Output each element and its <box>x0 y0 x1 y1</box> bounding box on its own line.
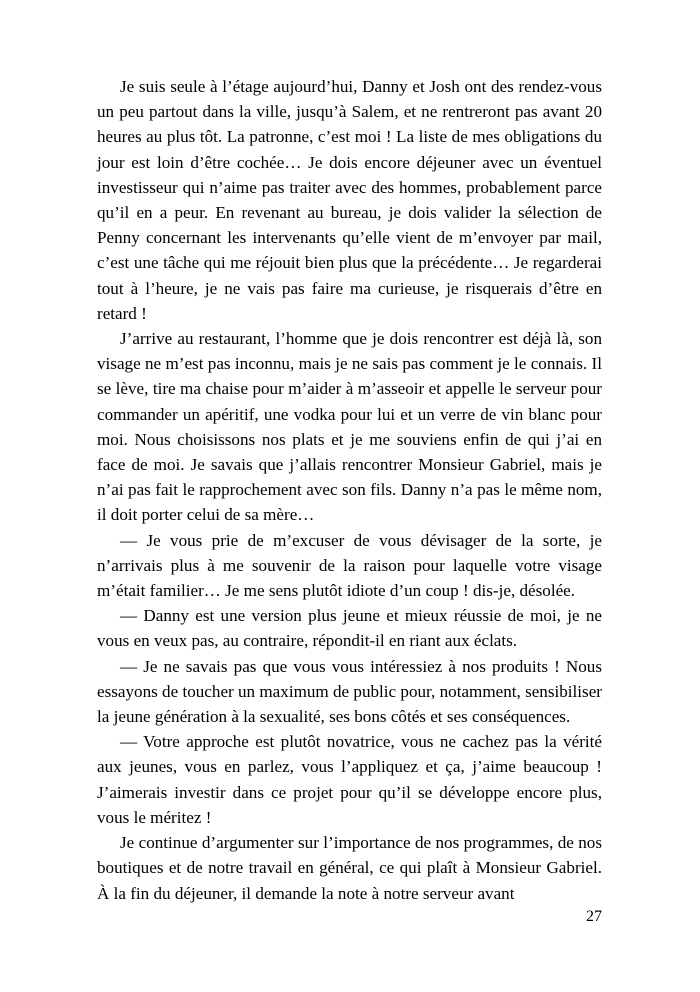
dialogue-paragraph: — Votre approche est plutôt novatrice, vous ne cachez pas la vérité aux jeunes, vous en parlez, vous l’appliquez et ça, j’aime beaucoup ! J’aimerais investir dans ce projet pour qu’il se développe encore plus, vous le méritez ! <box>97 732 602 827</box>
dialogue-paragraph: — Je vous prie de m’excuser de vous dévisager de la sorte, je n’arrivais plus à me souvenir de la raison pour laquelle votre visage m’était familier… Je me sens plutôt idiote d’un coup ! dis-je, désolée. <box>97 530 602 601</box>
paragraph: Je suis seule à l’étage aujourd’hui, Danny et Josh ont des rendez-vous un peu partout dans la ville, jusqu’à Salem, et ne rentreront pas avant 20 heures au plus tôt. La patronne, c’est moi ! La liste de mes obligations du jour est loin d’être cochée… Je dois encore déjeuner avec un éventuel investisseur qui n’aime pas traiter avec des hommes, probablement parce qu’il en a peur. En revenant au bureau, je dois valider la sélection de Penny concernant les intervenants qu’elle vient de m’envoyer par mail, c’est une tâche qui me réjouit bien plus que la précédente… Je regarderai tout à l’heure, je ne vais pas faire ma curieuse, je risquerais d’être en retard ! <box>97 77 602 323</box>
page-number: 27 <box>586 908 602 925</box>
paragraph: Je continue d’argumenter sur l’importance de nos programmes, de nos boutiques et de notre travail en général, ce qui plaît à Monsieur Gabriel. À la fin du déjeuner, il demande la note à notre serveur avant <box>97 833 602 903</box>
dialogue-paragraph: — Danny est une version plus jeune et mieux réussie de moi, je ne vous en veux pas, au contraire, répondit-il en riant aux éclats. <box>97 606 602 651</box>
dialogue-paragraph: — Je ne savais pas que vous vous intéressiez à nos produits ! Nous essayons de toucher un maximum de public pour, notamment, sensibiliser la jeune génération à la sexualité, ses bons côtés et ses conséquences. <box>97 656 602 727</box>
body-text-block <box>97 74 602 906</box>
paragraph: J’arrive au restaurant, l’homme que je dois rencontrer est déjà là, son visage ne m’est pas inconnu, mais je ne sais pas comment je le connais. Il se lève, tire ma chaise pour m’aider à m’asseoir et appelle le serveur pour commander un apéritif, une vodka pour lui et un verre de vin blanc pour moi. Nous choisissons nos plats et je me souviens enfin de qui j’ai en face de moi. Je savais que j’allais rencontrer Monsieur Gabriel, mais je n’ai pas fait le rapprochement avec son fils. Danny n’a pas le même nom, il doit porter celui de sa mère… <box>97 329 602 525</box>
